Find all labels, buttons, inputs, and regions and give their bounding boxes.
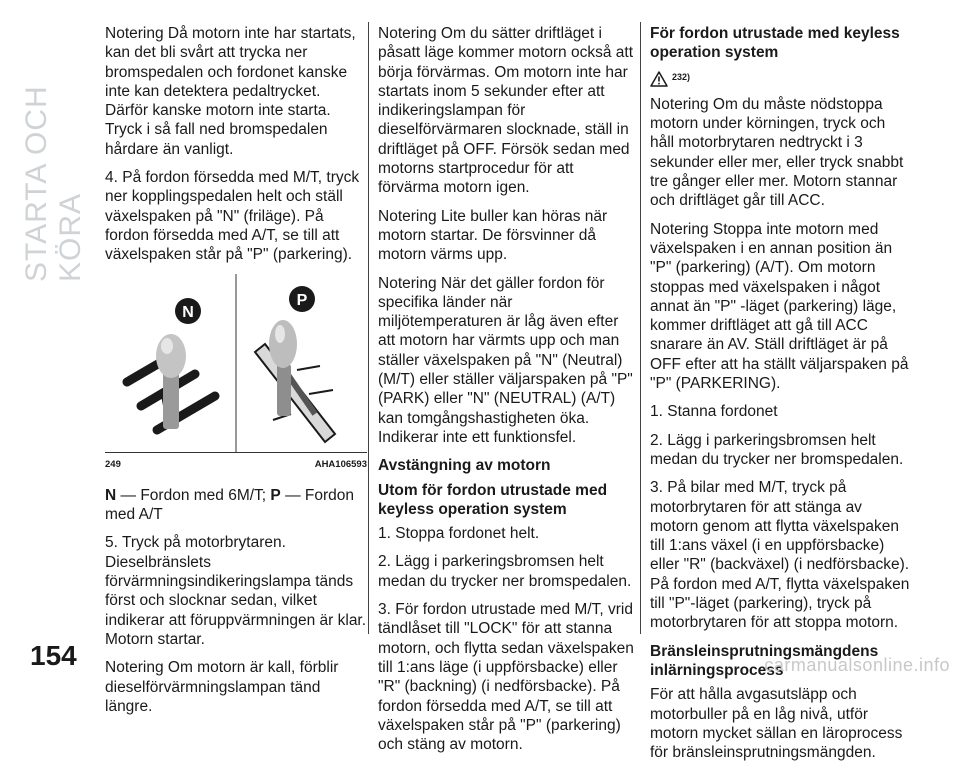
step-paragraph: 3. För fordon utrustade med M/T, vrid tändlåset till "LOCK" för att stanna motorn, och flytta sedan växelspaken till 1:ans läge (i uppförsbacke) eller "R" (backning) (i nedförsbacke). På fordon försedda med A/T, se till att växelspaken står på "P" (parkering) och stäng av motorn.: [378, 601, 634, 754]
column-2: [378, 24, 636, 763]
step-paragraph: 2. Lägg i parkeringsbromsen helt medan du trycker ner bromspedalen.: [378, 553, 632, 590]
step-paragraph: 1. Stanna fordonet: [650, 403, 778, 421]
figure-caption: [105, 455, 367, 474]
warning-ref-number: 232): [672, 71, 691, 82]
section-heading: Bränsleinsprutningsmängdens inlärningsprocess: [650, 642, 879, 679]
step-paragraph: 5. Tryck på motorbrytaren. Dieselbränslets förvärmningsindikeringslampa tänds först och slocknar sedan, vilket indikerar att föruppvärmningen är klar. Motorn startar.: [105, 534, 367, 648]
figure-code: AHA106593: [314, 458, 367, 470]
warning-reference: [650, 68, 912, 87]
warning-triangle-icon: [650, 71, 668, 87]
legend-n-text: — Fordon med 6M/T;: [120, 486, 267, 504]
legend-p-text: — Fordon med A/T: [105, 486, 354, 524]
step-paragraph: 2. Lägg i parkeringsbromsen helt medan du trycker ner bromspedalen.: [650, 431, 904, 468]
column-1: [105, 24, 367, 725]
legend-p-letter: P: [270, 486, 281, 504]
note-paragraph: Notering Stoppa inte motorn med växelspaken i en annan position än "P" (parkering) (A/T). Om motorn stoppas med växelspaken i något annat än "P" -läget (parkering) läge, kommer driftläget att gå till ACC snarare än AV. Ställ driftläget är på OFF efter att ha ställt väljarspaken på "P" (PARKERING).: [650, 220, 909, 393]
figure-legend: [105, 486, 367, 525]
note-paragraph: Notering Om du sätter driftläget i påsatt läge kommer motorn också att börja förvärmas. Om motorn inte har startats inom 5 sekunder efter att indikeringslampan för dieselförvärmaren slocknade, ställ in driftläget på OFF. Försök sedan med motorns startprocedur för att förvärma motorn igen.: [378, 25, 634, 197]
legend-n-letter: N: [105, 486, 117, 504]
section-side-title: STARTA OCH KÖRA: [20, 85, 87, 282]
watermark: carmanualsonline.info: [764, 655, 950, 675]
note-paragraph: Notering Om motorn är kall, förblir dieselförvärmningslampan tänd längre.: [105, 659, 339, 715]
note-paragraph: Notering När det gäller fordon för specifika länder när miljötemperaturen är låg även efter att motorn har värmts upp och man ställer växelspaken på "N" (Neutral) (M/T) eller ställer väljarspaken på "P" (PARK) eller "N" (NEUTRAL) (A/T) kan tomgångshastigheten öka. Indikerar inte ett funktionsfel.: [378, 274, 633, 446]
subsection-heading: För fordon utrustade med keyless operation system: [650, 25, 900, 62]
subsection-heading: Utom för fordon utrustade med keyless operation system: [378, 481, 608, 518]
step-paragraph: 4. På fordon försedda med M/T, tryck ner kopplingspedalen helt och ställ växelspaken på "N" (friläge). På fordon försedda med A/T, se till att växelspaken står på "P" (parkering).: [105, 169, 360, 264]
badge-n: N: [182, 303, 194, 321]
step-paragraph: 3. På bilar med M/T, tryck på motorbrytaren för att stänga av motorn genom att flytta växelspaken till 1:ans växel (i en uppförsbacke) eller "R" (backväxel) (i nedförsbacke). På fordon med A/T, flytta växelspaken till "P"-läget (parkering), tryck på motorbrytaren för att stoppa motorn.: [650, 479, 910, 632]
step-paragraph: 1. Stoppa fordonet helt.: [378, 525, 540, 543]
gear-lever-figure: [105, 274, 367, 453]
section-heading: Avstängning av motorn: [378, 457, 551, 475]
note-paragraph: Notering Om du måste nödstoppa motorn under körningen, tryck och håll motorbrytaren nedtryckt i 3 sekunder eller mer, eller tryck snabbt tre gånger eller mer. Motorn stannar och driftläget går till ACC.: [650, 95, 904, 210]
gear-lever-illustration: [105, 274, 367, 452]
page-number: 154: [30, 640, 77, 671]
badge-p: P: [296, 291, 308, 309]
column-divider: [368, 22, 369, 634]
column-divider: [640, 22, 641, 634]
note-paragraph: Notering Då motorn inte har startats, kan det bli svårt att trycka ner bromspedalen och fordonet kanske inte kan detektera pedaltrycket. Därför kanske motorn inte starta. Tryck i så fall ned bromspedalen hårdare än vanligt.: [105, 25, 356, 158]
note-paragraph: Notering Lite buller kan höras när motorn startar. De försvinner då motorn värms upp.: [378, 207, 608, 264]
body-paragraph: För att hålla avgasutsläpp och motorbuller på en låg nivå, utför motorn mycket sällan en läroprocess för bränsleinsprutningsmängden.: [650, 686, 903, 762]
figure-number: 249: [105, 458, 121, 470]
